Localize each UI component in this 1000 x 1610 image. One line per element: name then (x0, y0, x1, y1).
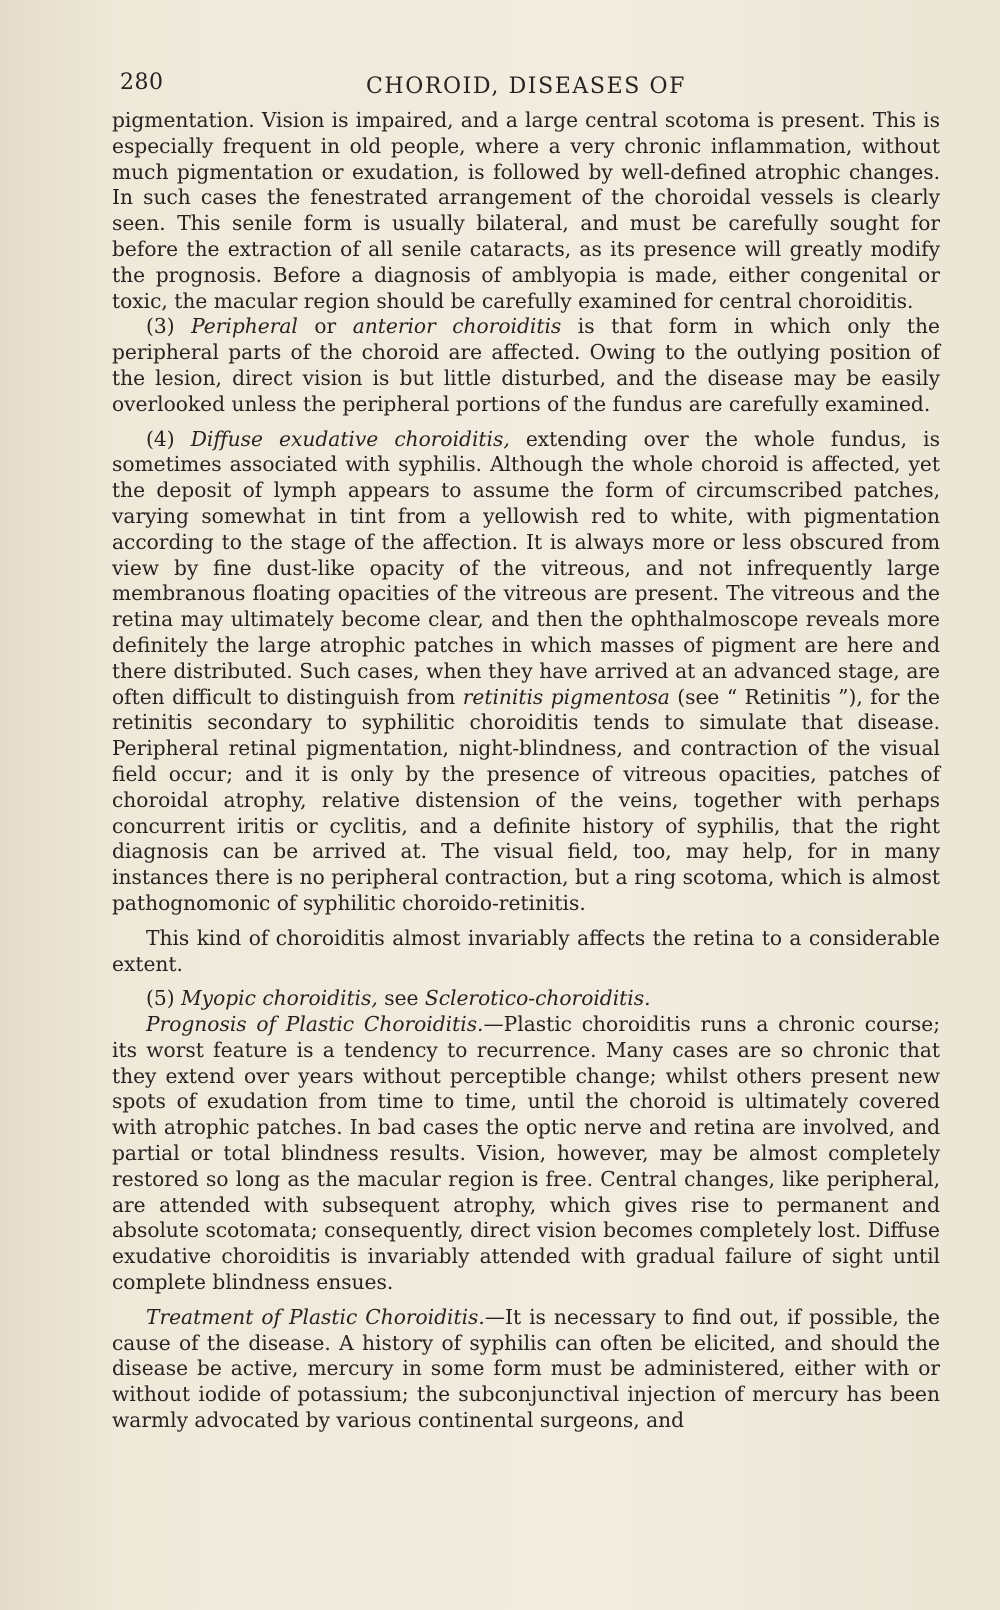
paragraph-prognosis (112, 1012, 940, 1296)
heading-prognosis: Prognosis of Plastic Choroiditis. (146, 1012, 484, 1037)
paragraph-treatment (112, 1305, 940, 1434)
paragraph-prognosis-text: —Plastic choroiditis runs a chronic course; its worst feature is a tendency to recurrence. Many cases are so chronic that they extend over years without perceptible change; whilst others present new spots of exudation from time to time, until the choroid is ultimately covered with atrophic patches. In bad cases the optic nerve and retina are involved, and partial or total blindness results. Vision, however, may be almost completely restored so long as the macular region is free. Central changes, like peripheral, are attended with subsequent atrophy, which gives rise to permanent and absolute scotomata; consequently, direct vision becomes completely lost. Diffuse exudative choroiditis is invariably attended with gradual failure of sight until complete blindness ensues. (112, 1012, 941, 1295)
term-anterior-choroiditis: anterior choroiditis (352, 314, 562, 339)
page-header (112, 60, 940, 108)
running-head: CHOROID, DISEASES OF (365, 74, 687, 99)
body-text (112, 108, 940, 1434)
paragraph-myopic (112, 986, 940, 1012)
term-diffuse-exudative: Diffuse exudative choroiditis, (190, 426, 510, 451)
paragraph-retina-text: This kind of choroiditis almost invariably affects the retina to a considerable extent. (112, 925, 940, 976)
term-peripheral: Peripheral (191, 314, 298, 339)
connector-or: or (297, 314, 353, 339)
paragraph-diffuse-exudative (112, 427, 940, 917)
page-number: 280 (120, 70, 164, 95)
paragraph-1-text: pigmentation. Vision is impaired, and a large central scotoma is present. This is especially frequent in old people, where a very chronic inflammation, without much pigmentation or exudation, is followed by well-defined atrophic changes. In such cases the fenestrated arrangement of the choroidal vessels is clearly seen. This senile form is usually bilateral, and must be carefully sought for before the extraction of all senile cataracts, as its presence will greatly modify the prognosis. Before a diagnosis of amblyopia is made, either congenital or toxic, the macular region should be carefully examined for central choroiditis. (112, 108, 940, 313)
paragraph-treatment-text: —It is necessary to find out, if possible, the cause of the disease. A history of syphilis can often be elicited, and should the disease be active, mercury in some form must be administered, either with or without iodide of potassium; the subconjunctival injection of mercury has been warmly advocated by various continental surgeons, and (112, 1304, 940, 1433)
paragraph-retina-extent (112, 926, 940, 978)
item-number-5: (5) (146, 986, 182, 1011)
connector-see: see (377, 986, 425, 1011)
item-number-3: (3) (146, 314, 192, 339)
item-number-4: (4) (146, 426, 191, 451)
term-retinitis-pigmentosa: retinitis pigmentosa (462, 684, 670, 709)
term-myopic-choroiditis: Myopic choroiditis, (181, 986, 378, 1011)
paragraph-diffuse-tail: (see “ Retinitis ”), for the retinitis secondary to syphilitic choroiditis tends to simulate that disease. Peripheral retinal pigmentation, night-blindness, and contraction of the visual field occur; and it is only by the presence of vitreous opacities, patches of choroidal atrophy, relative distension of the veins, together with perhaps concurrent iritis or cyclitis, and a definite history of syphilis, that the right diagnosis can be arrived at. The visual field, too, may help, for in many instances there is no peripheral contraction, but a ring scotoma, which is almost pathognomonic of syphilitic choroido-retinitis. (112, 684, 940, 915)
paragraph-diffuse-text: extending over the whole fundus, is sometimes associated with syphilis. Although the whole choroid is affected, yet the deposit of lymph appears to assume the form of circumscribed patches, varying somewhat in tint from a yellowish red to white, with pigmentation according to the stage of the affection. It is always more or less obscured from view by fine dust-like opacity of the vitreous, and not infrequently large membranous floating opacities of the vitreous are present. The vitreous and the retina may ultimately become clear, and then the ophthalmoscope reveals more definitely the large atrophic patches in which masses of pigment are here and there distributed. Such cases, when they have arrived at an advanced stage, are often difficult to distinguish from (112, 426, 941, 709)
paragraph-1 (112, 108, 940, 314)
paragraph-peripheral-choroiditis (112, 314, 940, 417)
heading-treatment: Treatment of Plastic Choroiditis. (146, 1304, 485, 1329)
paragraph-peripheral-text: is that form in which only the peripheral parts of the choroid are affected. Owing to the outlying position of the lesion, direct vision is but little disturbed, and the disease may be easily overlooked unless the peripheral portions of the fundus are carefully examined. (112, 314, 940, 416)
term-sclerotico-choroiditis: Sclerotico-choroiditis. (424, 986, 651, 1011)
